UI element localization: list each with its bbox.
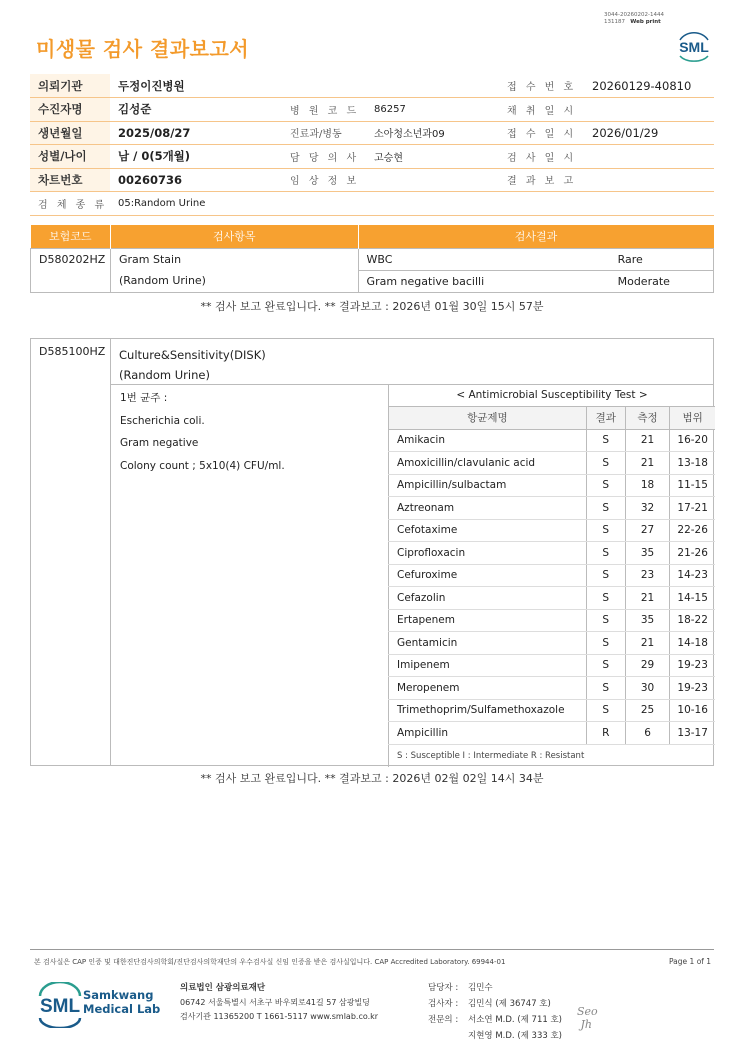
drug-name: Meropenem <box>389 677 587 700</box>
result-value: Rare <box>610 248 714 270</box>
info-row <box>30 98 714 122</box>
ast-col-range: 범위 <box>670 407 715 430</box>
collect-date-value <box>584 98 714 122</box>
reference-range: 13-18 <box>670 452 715 475</box>
drug-name: Ciprofloxacin <box>389 542 587 565</box>
zone-value: 25 <box>625 699 670 722</box>
svg-text:SML: SML <box>39 996 81 1017</box>
result-report-label: 결 과 보 고 <box>499 168 584 192</box>
susceptibility-result: S <box>586 519 625 542</box>
susceptibility-result: S <box>586 474 625 497</box>
reference-range: 19-23 <box>670 677 715 700</box>
page-title: 미생물 검사 결과보고서 <box>36 37 250 61</box>
zone-value: 35 <box>625 609 670 632</box>
info-row <box>30 74 714 98</box>
dob-label: 생년월일 <box>30 121 110 145</box>
clinical-value <box>366 168 499 192</box>
recv-date-label: 접 수 일 시 <box>499 121 584 145</box>
result-value: Moderate <box>610 270 714 292</box>
organism-info <box>120 387 285 477</box>
sml-logo-icon <box>674 26 714 66</box>
colony-count: Colony count ; 5x10(4) CFU/ml. <box>120 459 285 472</box>
org-label: 의뢰기관 <box>30 74 110 98</box>
ast-row <box>389 474 716 497</box>
drug-name: Amikacin <box>389 429 587 452</box>
susceptibility-result: R <box>586 722 625 745</box>
name-label: 수진자명 <box>30 98 110 122</box>
zone-value: 18 <box>625 474 670 497</box>
test-date-label: 검 사 일 시 <box>499 145 584 169</box>
signature-icon: Seo Jh <box>577 1005 598 1031</box>
susceptibility-result: S <box>586 654 625 677</box>
ast-table <box>388 384 715 767</box>
chart-label: 차트번호 <box>30 168 110 192</box>
ast-row <box>389 519 716 542</box>
reg-no-value: 20260129-40810 <box>584 74 714 98</box>
ast-row <box>389 609 716 632</box>
chart-value: 00260736 <box>110 168 282 192</box>
zone-value: 6 <box>625 722 670 745</box>
table-row <box>31 270 714 292</box>
dob-value: 2025/08/27 <box>110 121 282 145</box>
culture-header <box>119 345 266 385</box>
item-name: Culture&Sensitivity(DISK) <box>119 348 266 362</box>
zone-value: 32 <box>625 497 670 520</box>
zone-value: 23 <box>625 564 670 587</box>
patient-info-table <box>30 74 714 216</box>
organism-name: Escherichia coli. <box>120 414 205 427</box>
drug-name: Cefuroxime <box>389 564 587 587</box>
susceptibility-result: S <box>586 587 625 610</box>
ast-row <box>389 699 716 722</box>
drug-name: Imipenem <box>389 654 587 677</box>
recv-date-value: 2026/01/29 <box>584 121 714 145</box>
sex-age-label: 성별/나이 <box>30 145 110 169</box>
susceptibility-result: S <box>586 632 625 655</box>
staff-info: 담당자 : 김민수 검사자 : 김민식 (제 36747 호) 전문의 : 서소연 M.D. (제 711 호) 지현영 M.D. (제 333 호) <box>428 983 563 1041</box>
collect-date-label: 채 취 일 시 <box>499 98 584 122</box>
drug-name: Ertapenem <box>389 609 587 632</box>
ast-row <box>389 632 716 655</box>
col-item-header: 검사항목 <box>110 225 358 248</box>
zone-value: 35 <box>625 542 670 565</box>
result-name: WBC <box>358 248 610 270</box>
name-value: 김성준 <box>110 98 282 122</box>
info-row <box>30 121 714 145</box>
ast-row <box>389 677 716 700</box>
insurance-code: D580202HZ <box>31 248 111 292</box>
ast-row <box>389 722 716 745</box>
susceptibility-result: S <box>586 452 625 475</box>
test-date-value <box>584 145 714 169</box>
gram-result: Gram negative <box>120 437 199 450</box>
susceptibility-result: S <box>586 677 625 700</box>
ast-row <box>389 542 716 565</box>
reg-no-label: 접 수 번 호 <box>499 74 584 98</box>
reference-range: 14-15 <box>670 587 715 610</box>
ast-col-drug: 항균제명 <box>389 407 587 430</box>
sex-age-value: 남 / 0(5개월) <box>110 145 282 169</box>
reference-range: 21-26 <box>670 542 715 565</box>
reference-range: 22-26 <box>670 519 715 542</box>
ast-row <box>389 564 716 587</box>
specimen-label: 검 체 종 류 <box>30 192 110 216</box>
info-row <box>30 192 714 216</box>
ast-row <box>389 429 716 452</box>
reference-range: 10-16 <box>670 699 715 722</box>
susceptibility-result: S <box>586 609 625 632</box>
clinical-label: 임 상 정 보 <box>282 168 366 192</box>
item-name: Gram Stain <box>110 248 358 270</box>
insurance-code: D585100HZ <box>31 339 111 765</box>
item-specimen: (Random Urine) <box>110 270 358 292</box>
zone-value: 29 <box>625 654 670 677</box>
susceptibility-result: S <box>586 699 625 722</box>
ast-row <box>389 587 716 610</box>
reference-range: 16-20 <box>670 429 715 452</box>
result-report-value <box>584 168 714 192</box>
zone-value: 30 <box>625 677 670 700</box>
document-id: 3044-20260202-1444 131187 Web print <box>604 12 664 25</box>
info-row <box>30 168 714 192</box>
report-complete-note: ** 검사 보고 완료입니다. ** 결과보고 : 2026년 01월 30일 15시 57분 <box>200 300 544 313</box>
zone-value: 21 <box>625 452 670 475</box>
drug-name: Gentamicin <box>389 632 587 655</box>
report-complete-note: ** 검사 보고 완료입니다. ** 결과보고 : 2026년 02월 02일 14시 34분 <box>200 772 544 785</box>
drug-name: Trimethoprim/Sulfamethoxazole <box>389 699 587 722</box>
reference-range: 11-15 <box>670 474 715 497</box>
svg-text:SML: SML <box>679 39 709 55</box>
dept-value: 소아청소년과09 <box>366 121 499 145</box>
item-specimen: (Random Urine) <box>119 368 210 382</box>
reference-range: 18-22 <box>670 609 715 632</box>
zone-value: 27 <box>625 519 670 542</box>
zone-value: 21 <box>625 587 670 610</box>
reference-range: 13-17 <box>670 722 715 745</box>
hosp-code-value: 86257 <box>366 98 499 122</box>
drug-name: Cefazolin <box>389 587 587 610</box>
ast-title: < Antimicrobial Susceptibility Test > <box>389 384 716 407</box>
ast-row <box>389 497 716 520</box>
organism-label: 1번 균주 : <box>120 392 168 404</box>
ast-legend: S : Susceptible I : Intermediate R : Resistant <box>389 744 716 767</box>
reference-range: 14-18 <box>670 632 715 655</box>
ast-col-result: 결과 <box>586 407 625 430</box>
zone-value: 21 <box>625 632 670 655</box>
drug-name: Cefotaxime <box>389 519 587 542</box>
page-number: Page 1 of 1 <box>669 957 712 966</box>
lab-name: Samkwang Medical Lab <box>83 988 161 1016</box>
corporation-info: 의료법인 삼광의료재단 06742 서울특별시 서초구 바우뫼로41길 57 삼광빌딩 검사기관 11365200 T 1661-5117 www.smlab.co.kr <box>180 983 379 1021</box>
info-row <box>30 145 714 169</box>
doctor-label: 담 당 의 사 <box>282 145 366 169</box>
drug-name: Ampicillin <box>389 722 587 745</box>
cap-accreditation-text: 본 검사실은 CAP 인증 및 대한진단검사의학회/진단검사의학재단의 우수검사실 신임 인증을 받은 검사실입니다. CAP Accredited Laboratory. 69944-01 <box>34 958 506 966</box>
doctor-value: 고승현 <box>366 145 499 169</box>
reference-range: 17-21 <box>670 497 715 520</box>
drug-name: Aztreonam <box>389 497 587 520</box>
org-value: 두정이진병원 <box>110 74 282 98</box>
dept-label: 진료과/병동 <box>282 121 366 145</box>
ast-col-value: 측정 <box>625 407 670 430</box>
gram-stain-table <box>30 225 714 293</box>
susceptibility-result: S <box>586 497 625 520</box>
susceptibility-result: S <box>586 564 625 587</box>
reference-range: 14-23 <box>670 564 715 587</box>
susceptibility-result: S <box>586 542 625 565</box>
table-row <box>31 248 714 270</box>
drug-name: Amoxicillin/clavulanic acid <box>389 452 587 475</box>
susceptibility-result: S <box>586 429 625 452</box>
ast-row <box>389 654 716 677</box>
reference-range: 19-23 <box>670 654 715 677</box>
result-name: Gram negative bacilli <box>358 270 610 292</box>
culture-block <box>30 338 714 766</box>
zone-value: 21 <box>625 429 670 452</box>
col-code-header: 보험코드 <box>31 225 111 248</box>
hosp-code-label: 병 원 코 드 <box>282 98 366 122</box>
drug-name: Ampicillin/sulbactam <box>389 474 587 497</box>
col-result-header: 검사결과 <box>358 225 713 248</box>
ast-row <box>389 452 716 475</box>
specimen-value: 05:Random Urine <box>110 192 714 216</box>
